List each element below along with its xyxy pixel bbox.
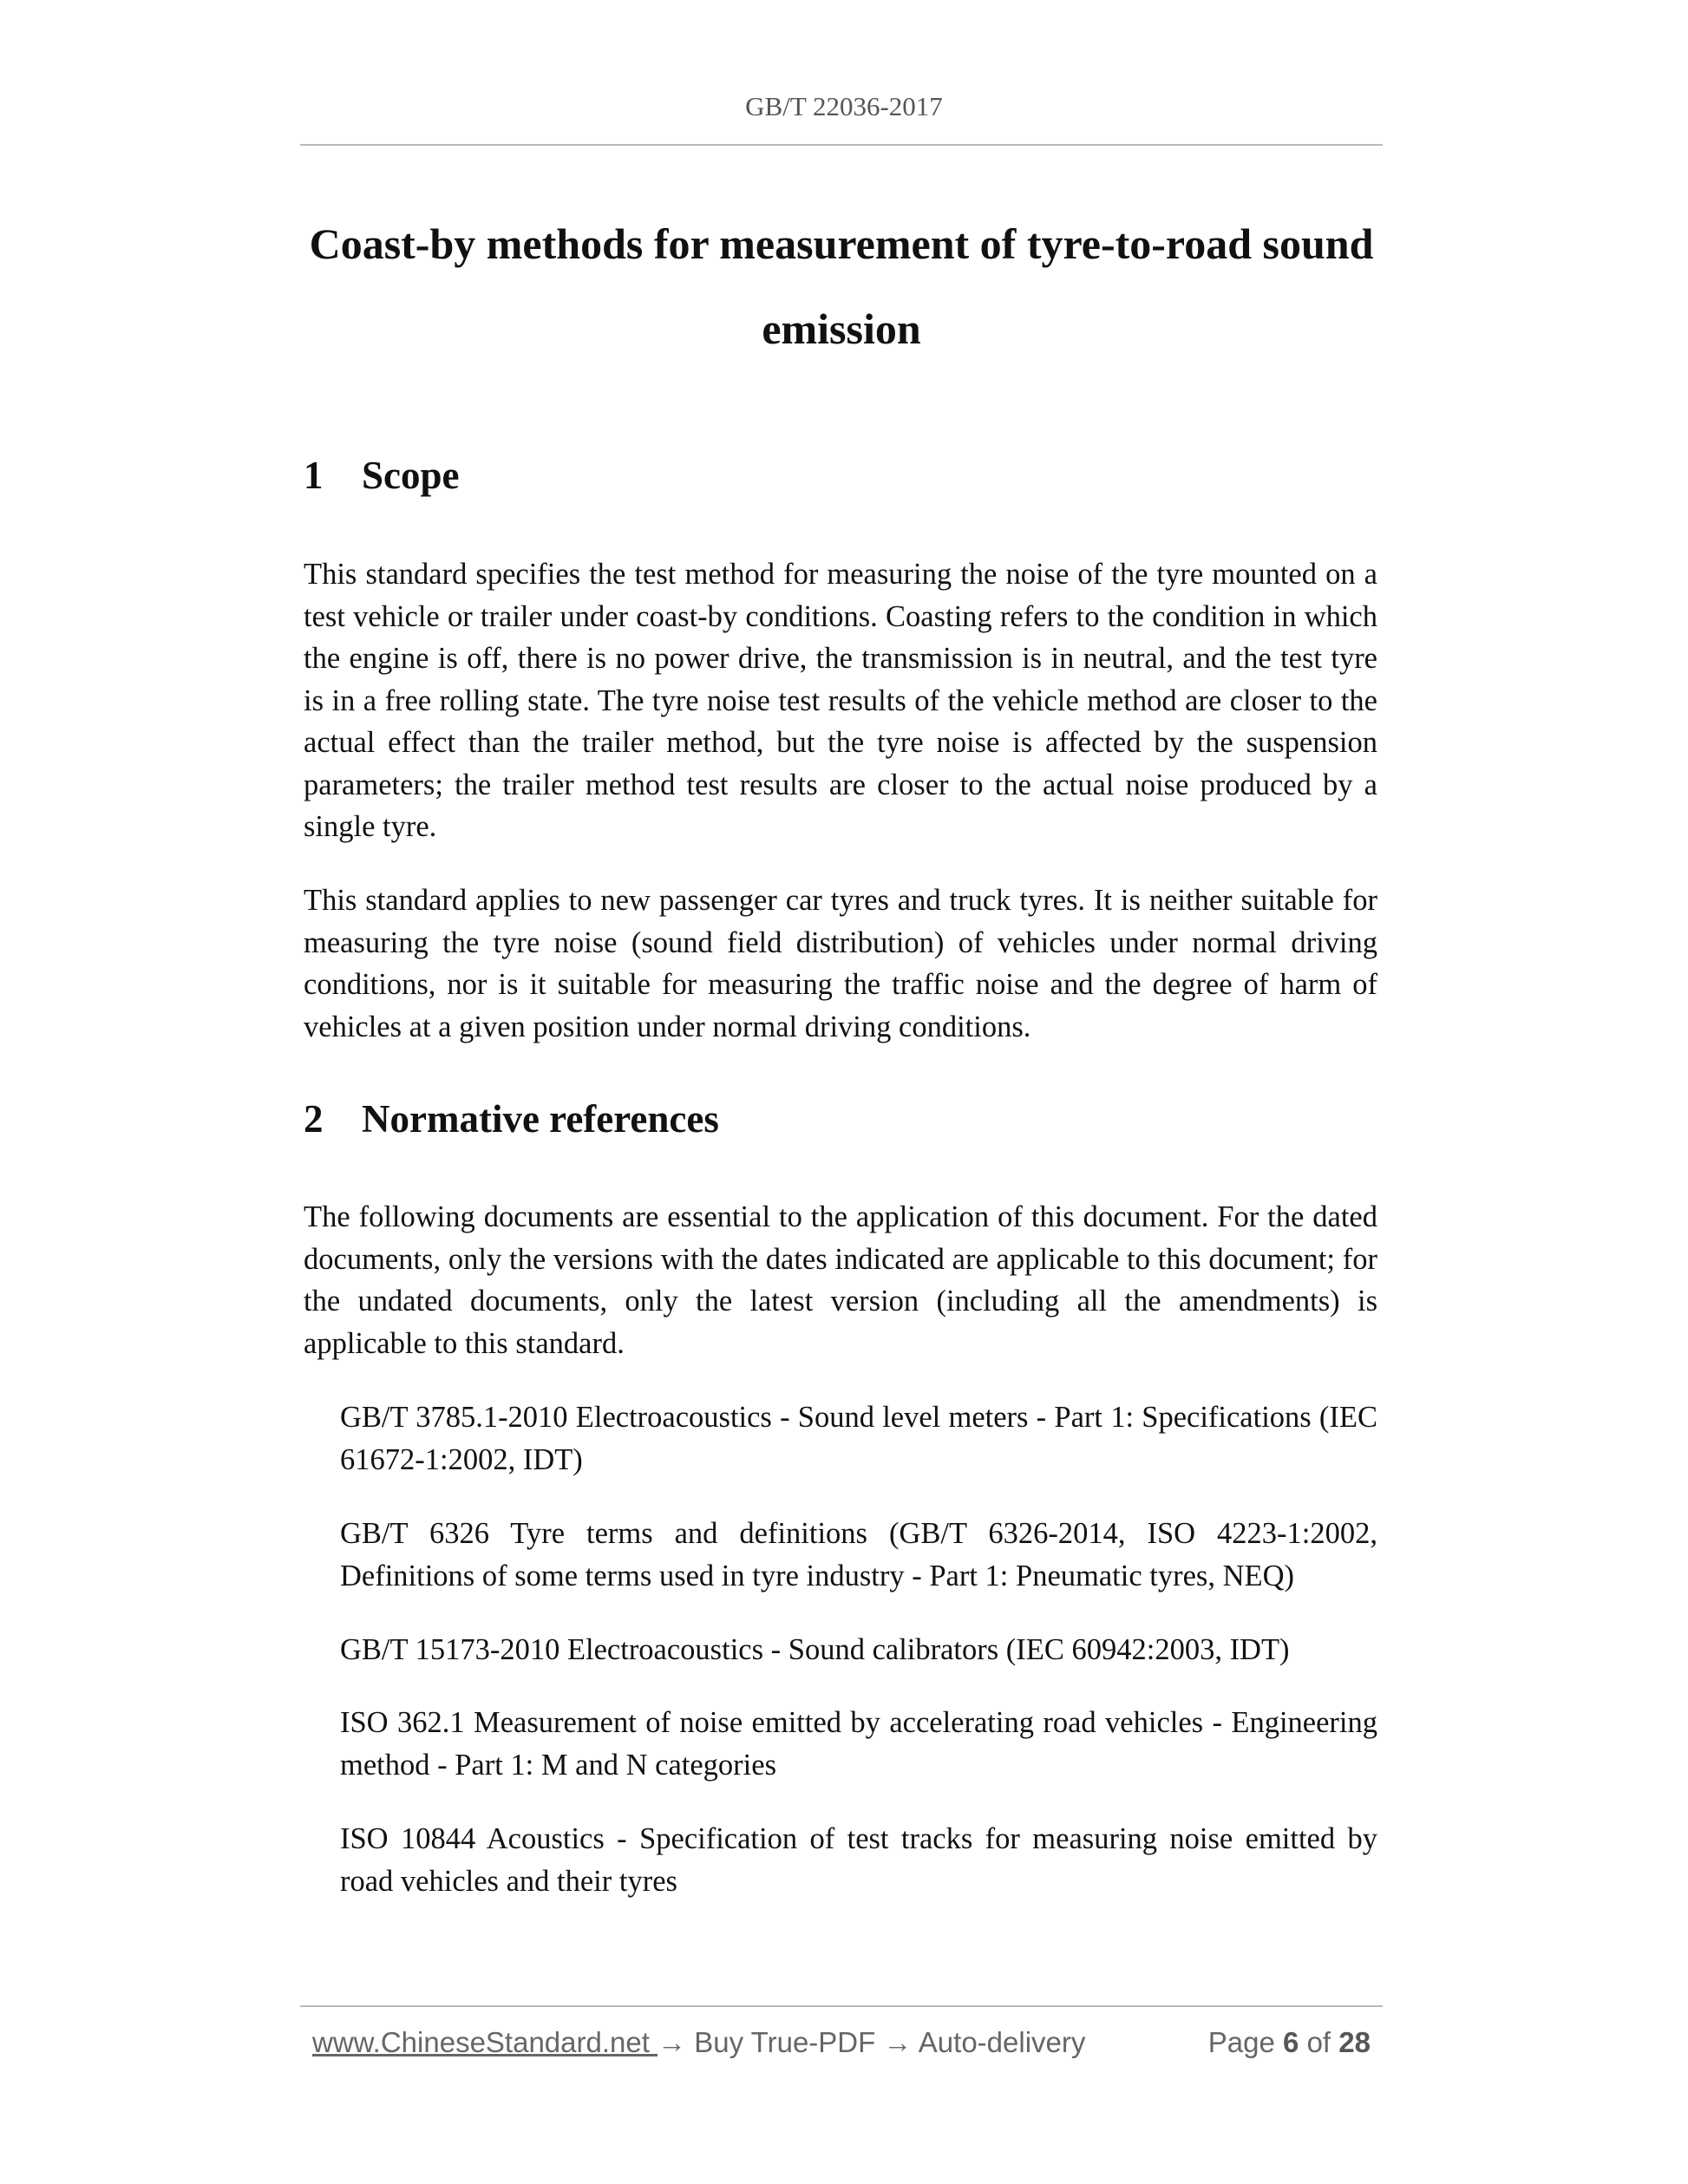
running-header: GB/T 22036-2017 — [745, 91, 943, 121]
reference-item: ISO 362.1 Measurement of noise emitted by accelerating road vehicles - Engineering method - Part 1: M and N categories — [340, 1706, 1377, 1782]
section-heading-scope — [304, 453, 460, 498]
scope-paragraph-1: This standard specifies the test method for measuring the noise of the tyre mounted on a test vehicle or trailer under coast-by conditions. Coasting refers to the condition in which the engine is off, there is no power drive, the transmission is in neutral, and the test tyre is in a free rolling state. The tyre noise test results of the vehicle method are closer to the actual effect than the trailer method, but the tyre noise is affected by the suspension parameters; the trailer method test results are closer to the actual noise produced by a single tyre. — [304, 558, 1377, 843]
document-title: Coast-by methods for measurement of tyre-to-road sound emission — [309, 219, 1374, 353]
footer-divider — [300, 2005, 1383, 2007]
section-title: Normative references — [362, 1097, 719, 1141]
reference-item: GB/T 6326 Tyre terms and definitions (GB/T 6326-2014, ISO 4223-1:2002, Definitions of some terms used in tyre industry - Part 1: Pneumatic tyres, NEQ) — [340, 1517, 1377, 1592]
reference-item: GB/T 15173-2010 Electroacoustics - Sound calibrators (IEC 60942:2003, IDT) — [340, 1633, 1290, 1666]
section-number: 2 — [304, 1097, 324, 1141]
arrow-right-icon: → — [883, 2026, 913, 2058]
chinesestandard-link[interactable]: www.ChineseStandard.net — [312, 2026, 658, 2058]
normative-references-intro: The following documents are essential to the application of this document. For the dated documents, only the versions with the dates indicated are applicable to this document; for the undated documents, only the latest version (including all the amendments) is applicable to this standard. — [304, 1200, 1377, 1360]
section-title: Scope — [362, 454, 460, 497]
section-number: 1 — [304, 454, 324, 497]
buy-true-pdf-text: Buy True-PDF — [686, 2026, 884, 2058]
page-footer — [312, 2026, 1371, 2064]
current-page-number: 6 — [1283, 2026, 1299, 2058]
page-indicator — [1208, 2026, 1371, 2059]
section-heading-normative-references — [304, 1096, 719, 1141]
footer-links — [312, 2026, 1085, 2059]
reference-item: GB/T 3785.1-2010 Electroacoustics - Sound level meters - Part 1: Specifications (IEC 61672-1:2002, IDT) — [340, 1401, 1377, 1476]
total-pages-number: 28 — [1338, 2026, 1371, 2058]
arrow-right-icon: → — [658, 2026, 687, 2058]
auto-delivery-text: Auto-delivery — [912, 2026, 1086, 2058]
header-divider — [300, 144, 1383, 146]
page-of-label: of — [1306, 2026, 1331, 2058]
reference-item: ISO 10844 Acoustics - Specification of test tracks for measuring noise emitted by road vehicles and their tyres — [340, 1822, 1377, 1898]
page-label: Page — [1207, 2026, 1275, 2058]
scope-paragraph-2: This standard applies to new passenger car tyres and truck tyres. It is neither suitable for measuring the tyre noise (sound field distribution) of vehicles under normal driving conditions, nor is it suitable for measuring the traffic noise and the degree of harm of vehicles at a given position under normal driving conditions. — [304, 884, 1377, 1043]
